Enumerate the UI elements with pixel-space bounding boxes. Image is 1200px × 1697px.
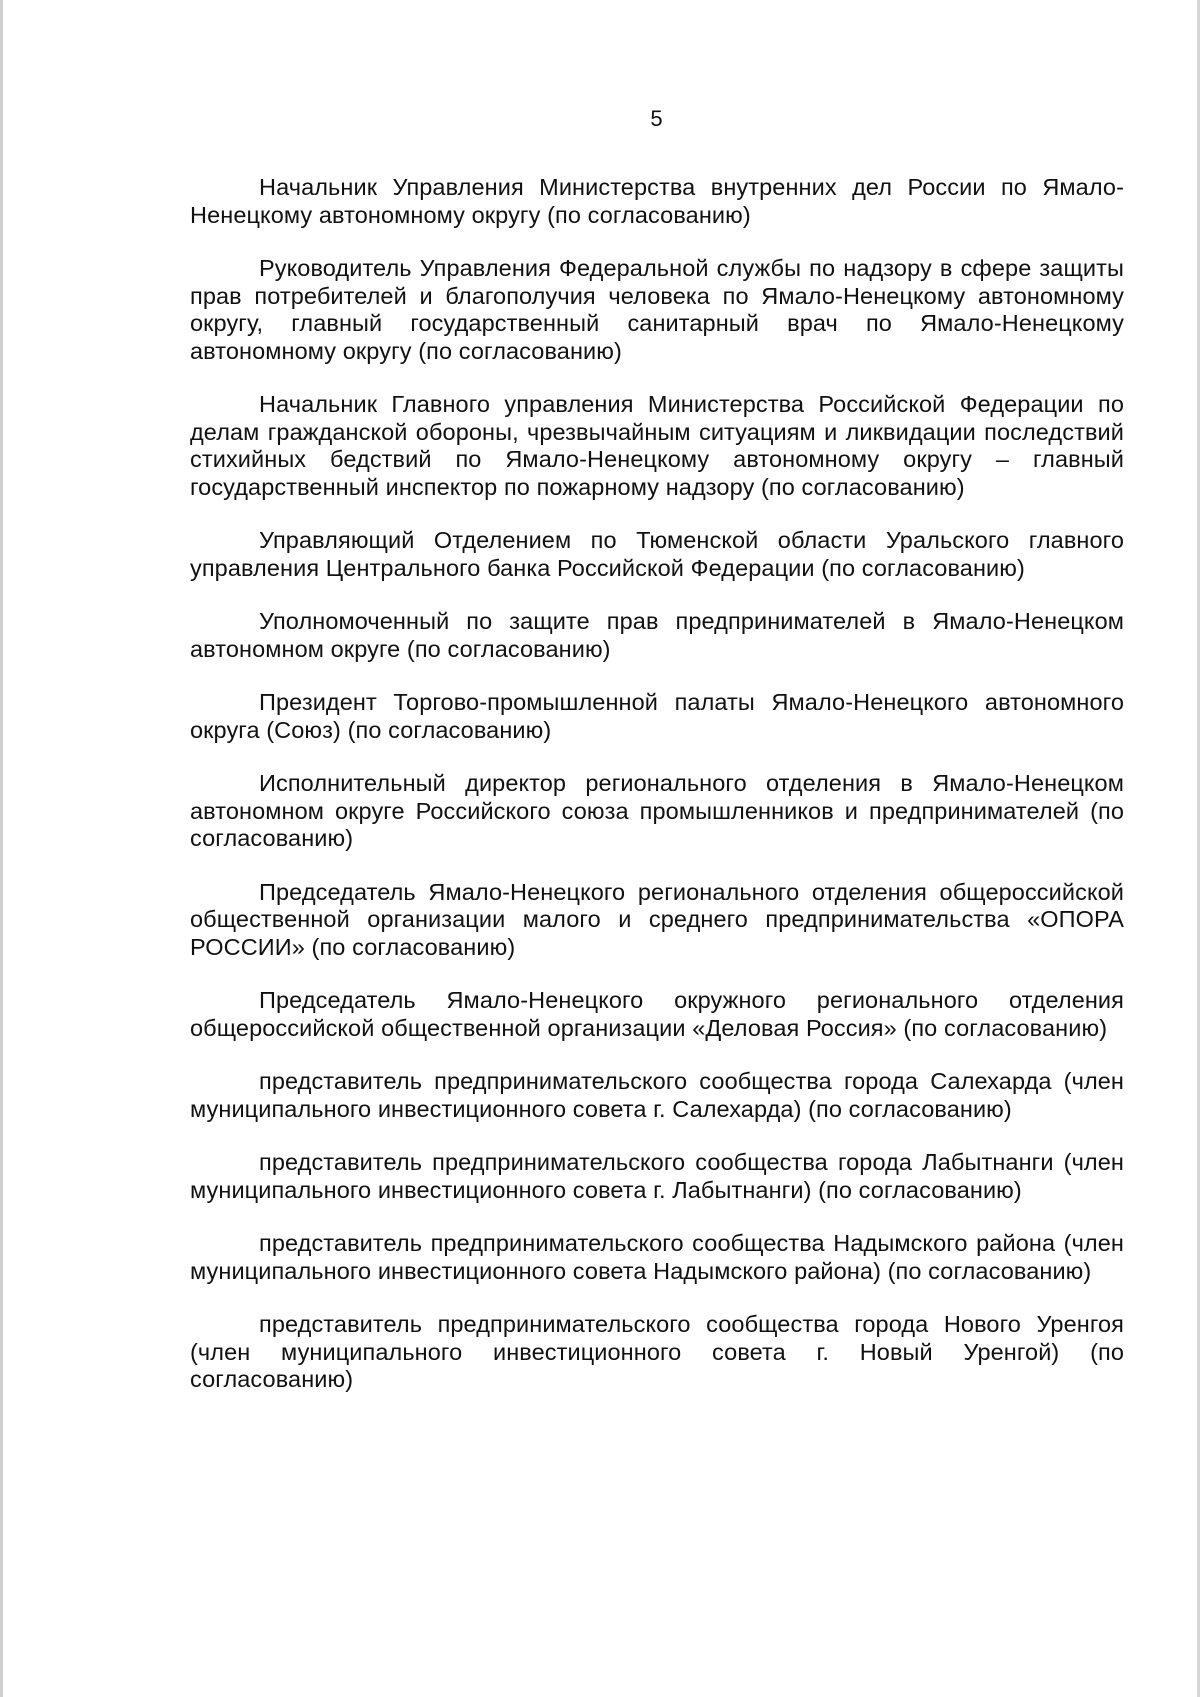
list-entry: Начальник Главного управления Министерства Российской Федерации по делам гражданской обороны, чрезвычайным ситуациям и ликвидации последствий стихийных бедствий по Ямало-Ненецкому автономному округу – главный государственный инспектор по пожарному надзору (по согласованию)	[190, 391, 1124, 500]
list-entry: представитель предпринимательского сообщества города Салехарда (член муниципального инвестиционного совета г. Салехарда) (по согласованию)	[190, 1068, 1124, 1122]
members-list	[190, 174, 1124, 1420]
list-entry: представитель предпринимательского сообщества города Лабытнанги (член муниципального инвестиционного совета г. Лабытнанги) (по согласованию)	[190, 1149, 1124, 1203]
list-entry: Уполномоченный по защите прав предпринимателей в Ямало-Ненецком автономном округе (по согласованию)	[190, 608, 1124, 662]
list-entry: Исполнительный директор регионального отделения в Ямало-Ненецком автономном округе Российского союза промышленников и предпринимателей (по согласованию)	[190, 770, 1124, 851]
page-number: 5	[650, 106, 663, 131]
list-entry: представитель предпринимательского сообщества Надымского района (член муниципального инвестиционного совета Надымского района) (по согласованию)	[190, 1230, 1124, 1284]
list-entry: Председатель Ямало-Ненецкого окружного регионального отделения общероссийской общественной организации «Деловая Россия» (по согласованию)	[190, 987, 1124, 1041]
list-entry: Президент Торгово-промышленной палаты Ямало-Ненецкого автономного округа (Союз) (по согласованию)	[190, 689, 1124, 743]
list-entry: Руководитель Управления Федеральной службы по надзору в сфере защиты прав потребителей и благополучия человека по Ямало-Ненецкому автономному округу, главный государственный санитарный врач по Ямало-Ненецкому автономному округу (по согласованию)	[190, 255, 1124, 364]
list-entry: представитель предпринимательского сообщества города Нового Уренгоя (член муниципального инвестиционного совета г. Новый Уренгой) (по согласованию)	[190, 1311, 1124, 1392]
list-entry: Управляющий Отделением по Тюменской области Уральского главного управления Центрального банка Российской Федерации (по согласованию)	[190, 527, 1124, 581]
list-entry: Начальник Управления Министерства внутренних дел России по Ямало-Ненецкому автономному округу (по согласованию)	[190, 174, 1124, 228]
page-left-edge	[0, 0, 3, 1697]
list-entry: Председатель Ямало-Ненецкого регионального отделения общероссийской общественной организации малого и среднего предпринимательства «ОПОРА РОССИИ» (по согласованию)	[190, 878, 1124, 960]
